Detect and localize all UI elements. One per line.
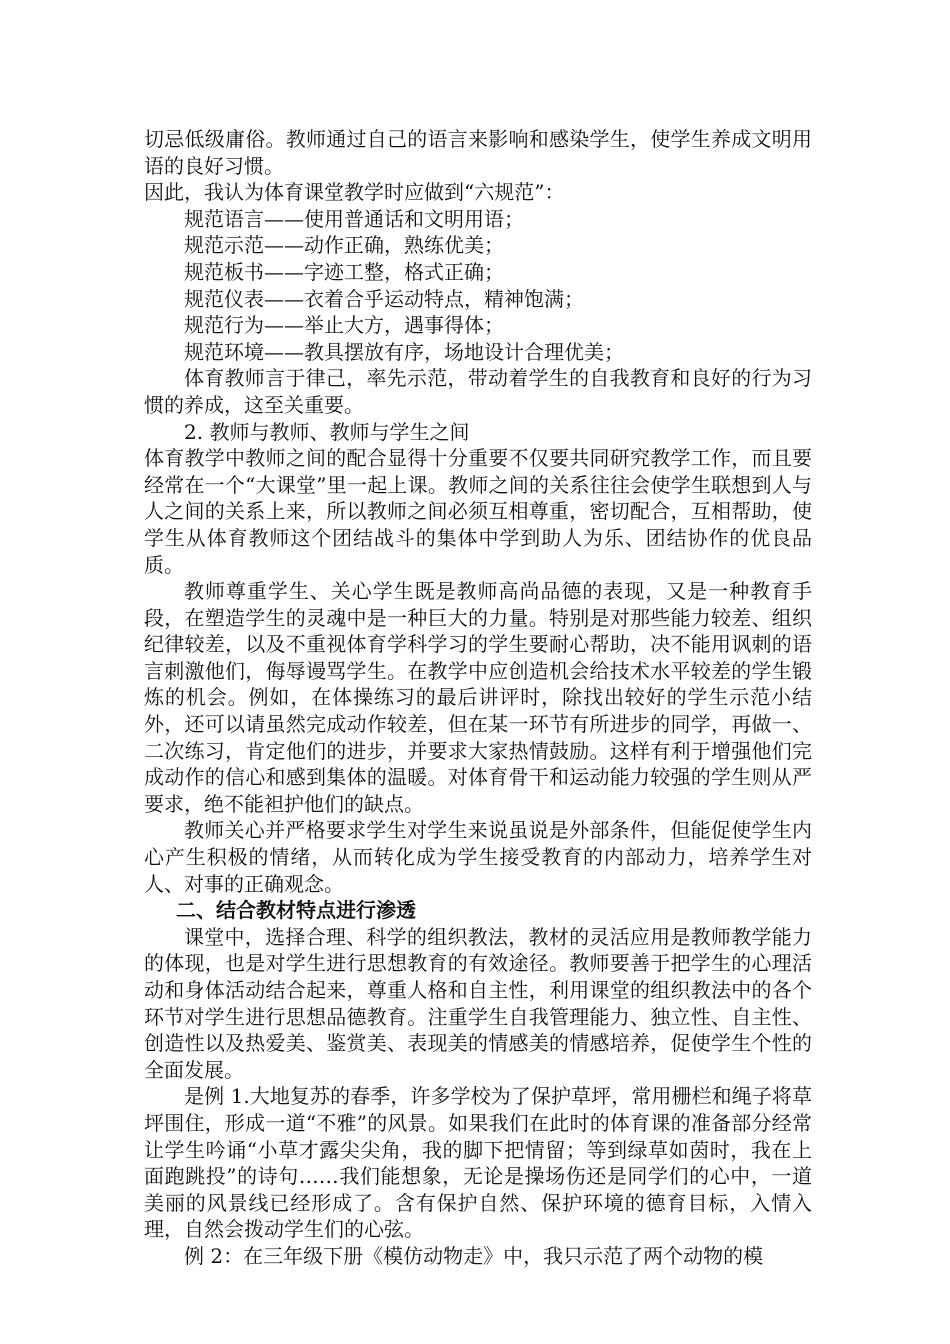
- paragraph: 因此，我认为体育课堂教学时应做到“六规范”：: [144, 180, 565, 205]
- subsection-title: 2. 教师与教师、教师与学生之间: [184, 419, 470, 444]
- document-page: [144, 126, 812, 1270]
- list-item: 规范语言——使用普通话和文明用语；: [184, 206, 524, 231]
- paragraph: 体育教学中教师之间的配合显得十分重要不仅要共同研究教学工作，而且要经常在一个“大课堂”里一起上课。教师之间的关系往往会使学生联想到人与人之间的关系上来，所以教师之间必须互相尊重，密切配合，互相帮助，使学生从体育教师这个团结战斗的集体中学到助人为乐、团结协作的优良品质。: [144, 446, 812, 577]
- paragraph: 教师关心并严格要求学生对学生来说虽说是外部条件，但能促使学生内心产生积极的情绪，从而转化成为学生接受教育的内部动力，培养学生对人、对事的正确观念。: [144, 818, 812, 896]
- list-item: 规范行为——举止大方，遇事得体；: [184, 313, 504, 338]
- section-heading: 二、结合教材特点进行渗透: [176, 898, 416, 923]
- list-item: 规范板书——字迹工整，格式正确；: [184, 259, 504, 284]
- paragraph: 例 2：在三年级下册《模仿动物走》中，我只示范了两个动物的模: [184, 1243, 764, 1268]
- list-item: 规范仪表——衣着合乎运动特点，精神饱满；: [184, 286, 584, 311]
- list-item: 规范环境——教具摆放有序，场地设计合理优美；: [184, 339, 624, 364]
- paragraph: 是例 1.大地复苏的春季，许多学校为了保护草坪，常用栅栏和绳子将草坪围住，形成一道“不雅”的风景。如果我们在此时的体育课的准备部分经常让学生吟诵“小草才露尖尖角，我的脚下把情留；等到绿草如茵时，我在上面跑跳投”的诗句……我们能想象，无论是操场伤还是同学们的心中，一道美丽的风景线已经形成了。含有保护自然、保护环境的德育目标，入情入理，自然会拨动学生们的心弦。: [144, 1084, 812, 1242]
- paragraph: 切忌低级庸俗。教师通过自己的语言来影响和感染学生，使学生养成文明用语的良好习惯。: [144, 127, 812, 178]
- list-item: 规范示范——动作正确，熟练优美；: [184, 233, 504, 258]
- paragraph: 体育教师言于律己，率先示范，带动着学生的自我教育和良好的行为习惯的养成，这至关重要。: [144, 366, 812, 417]
- paragraph: 教师尊重学生、关心学生既是教师高尚品德的表现，又是一种教育手段，在塑造学生的灵魂中是一种巨大的力量。特别是对那些能力较差、组织纪律较差，以及不重视体育学科学习的学生要耐心帮助，决不能用讽刺的语言刺激他们，侮辱谩骂学生。在教学中应创造机会给技术水平较差的学生锻炼的机会。例如，在体操练习的最后讲评时，除找出较好的学生示范小结外，还可以请虽然完成动作较差，但在某一环节有所进步的同学，再做一、二次练习，肯定他们的进步，并要求大家热情鼓励。这样有利于增强他们完成动作的信心和感到集体的温暖。对体育骨干和运动能力较强的学生则从严要求，绝不能袒护他们的缺点。: [144, 579, 812, 816]
- paragraph: 课堂中，选择合理、科学的组织教法，教材的灵活应用是教师教学能力的体现，也是对学生进行思想教育的有效途径。教师要善于把学生的心理活动和身体活动结合起来，尊重人格和自主性，利用课堂的组织教法中的各个环节对学生进行思想品德教育。注重学生自我管理能力、独立性、自主性、创造性以及热爱美、鉴赏美、表现美的情感美的情感培养，促使学生个性的全面发展。: [144, 924, 812, 1082]
